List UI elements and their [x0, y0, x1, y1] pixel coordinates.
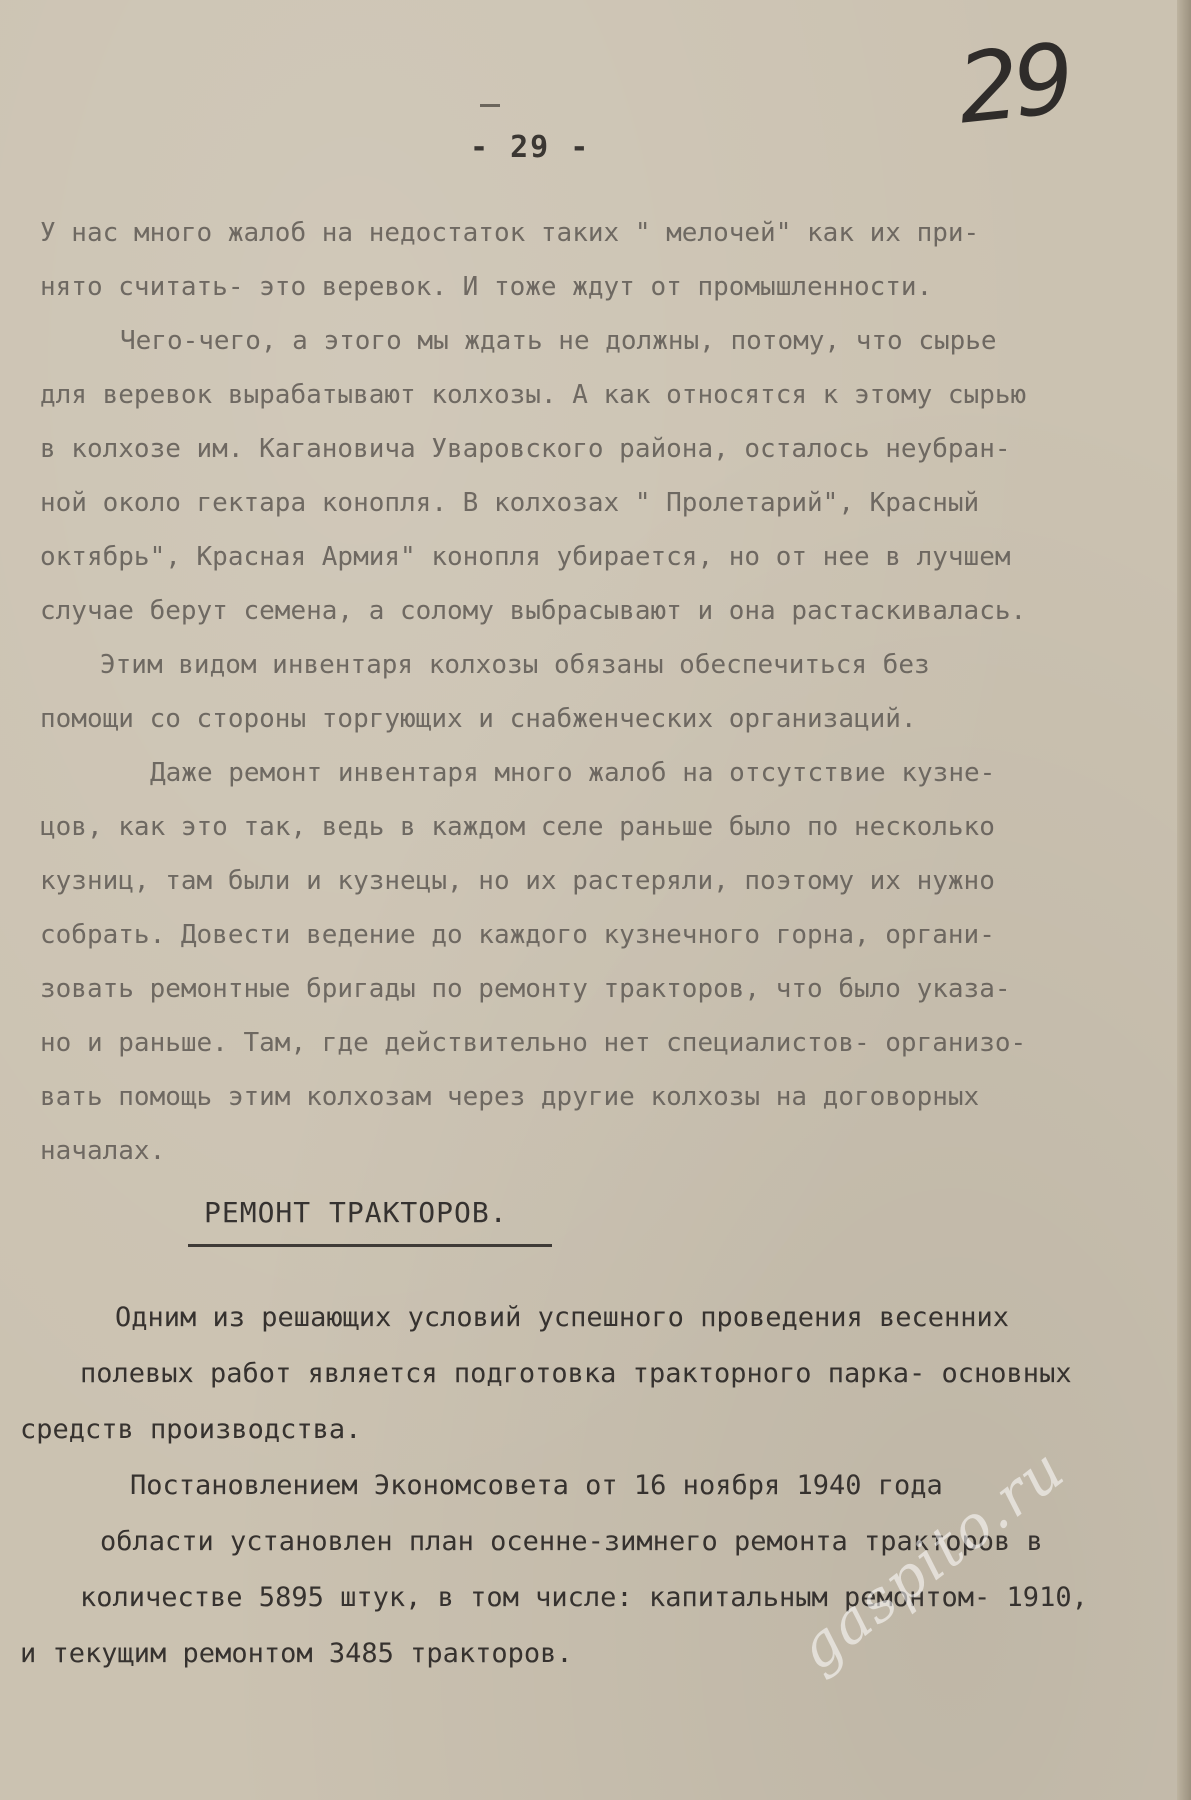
faded-text-block — [40, 206, 1170, 1178]
text-line: количестве 5895 штук, в том числе: капитальным ремонтом- 1910, — [80, 1582, 1088, 1613]
text-line: кузниц, там были и кузнецы, но их растеряли, поэтому их нужно — [40, 866, 995, 896]
text-line: области установлен план осенне-зимнего ремонта тракторов в — [100, 1526, 1043, 1557]
heading-underline — [188, 1244, 552, 1247]
text-line: и текущим ремонтом 3485 тракторов. — [20, 1638, 573, 1669]
text-line: Одним из решающих условий успешного проведения весенних — [115, 1302, 1010, 1333]
text-line: Чего-чего, а этого мы ждать не должны, потому, что сырье — [120, 326, 997, 356]
section-heading: РЕМОНТ ТРАКТОРОВ. — [204, 1196, 508, 1229]
text-line: но и раньше. Там, где действительно нет специалистов- организо- — [40, 1028, 1027, 1058]
page-number: - 29 - — [470, 130, 591, 165]
text-line: нято считать- это веревок. И тоже ждут от промышленности. — [40, 272, 933, 302]
text-line: собрать. Довести ведение до каждого кузнечного горна, органи- — [40, 920, 995, 950]
text-line: средств производства. — [20, 1414, 362, 1445]
handwritten-folio-number: 29 — [952, 22, 1074, 146]
text-line: помощи со стороны торгующих и снабженческих организаций. — [40, 704, 917, 734]
text-line: ной около гектара конопля. В колхозах " Пролетарий", Красный — [40, 488, 980, 518]
text-line: полевых работ является подготовка тракторного парка- основных — [80, 1358, 1072, 1389]
text-line: У нас много жалоб на недостаток таких " мелочей" как их при- — [40, 218, 980, 248]
text-line: Даже ремонт инвентаря много жалоб на отсутствие кузне- — [150, 758, 996, 788]
dash-mark — [480, 104, 500, 107]
text-line: Постановлением Экономсовета от 16 ноября 1940 года — [130, 1470, 943, 1501]
text-line: вать помощь этим колхозам через другие колхозы на договорных — [40, 1082, 980, 1112]
text-line: случае берут семена, а солому выбрасывают и она растаскивалась. — [40, 596, 1027, 626]
text-line: Этим видом инвентаря колхозы обязаны обеспечиться без — [100, 650, 930, 680]
text-line: в колхозе им. Кагановича Уваровского района, осталось неубран- — [40, 434, 1011, 464]
paper-edge — [1177, 0, 1191, 1800]
text-line: для веревок вырабатывают колхозы. А как относятся к этому сырью — [40, 380, 1027, 410]
text-line: зовать ремонтные бригады по ремонту тракторов, что было указа- — [40, 974, 1011, 1004]
text-line: началах. — [40, 1136, 166, 1166]
watermark: gaspito.ru — [785, 1434, 1078, 1684]
text-line: цов, как это так, ведь в каждом селе раньше было по несколько — [40, 812, 995, 842]
text-line: октябрь", Красная Армия" конопля убирается, но от нее в лучшем — [40, 542, 1011, 572]
